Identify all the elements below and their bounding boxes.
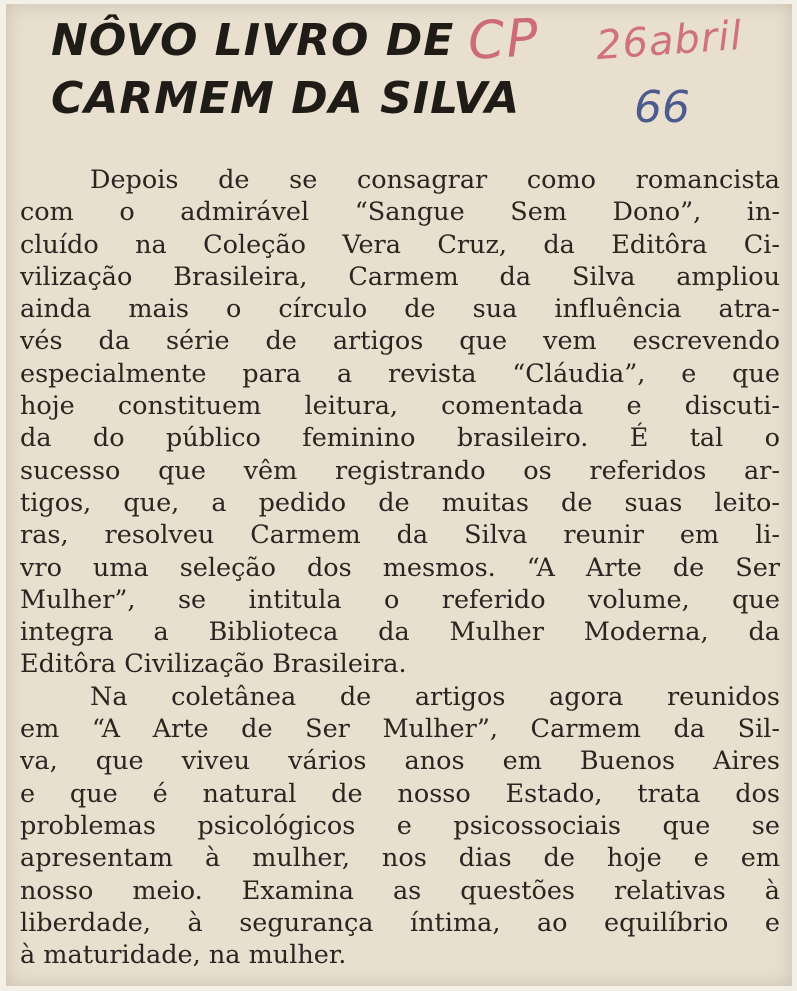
headline-line-2: CARMEM DA SILVA: [51, 73, 521, 124]
text-line: nosso meio. Examina as questões relativas à: [20, 875, 780, 906]
text-line: Na coletânea de artigos agora reunidos: [90, 681, 780, 712]
newspaper-clipping: [6, 4, 792, 986]
text-line: ainda mais o círculo de sua influência atra-: [20, 294, 780, 325]
text-line: vilização Brasileira, Carmem da Silva ampliou: [20, 261, 780, 292]
handwritten-reference: CP: [466, 8, 542, 72]
text-line: com o admirável “Sangue Sem Dono”, in-: [20, 197, 780, 228]
text-line: problemas psicológicos e psicossociais que se: [20, 810, 780, 841]
text-line: Editôra Civilização Brasileira.: [20, 649, 407, 680]
paragraph-1: [20, 164, 780, 681]
text-line: cluído na Coleção Vera Cruz, da Editôra Ci-: [20, 229, 780, 260]
text-line: apresentam à mulher, nos dias de hoje e em: [20, 843, 780, 874]
text-line: integra a Biblioteca da Mulher Moderna, da: [20, 617, 780, 648]
text-line: ras, resolveu Carmem da Silva reunir em li-: [20, 520, 780, 551]
text-line: vro uma seleção dos mesmos. “A Arte de Ser: [20, 552, 780, 583]
text-line: liberdade, à segurança íntima, ao equilíbrio e: [20, 907, 780, 938]
text-line: sucesso que vêm registrando os referidos ar-: [20, 455, 780, 486]
headline: [51, 12, 520, 128]
text-line: em “A Arte de Ser Mulher”, Carmem da Sil-: [20, 714, 780, 745]
handwritten-year: 66: [634, 82, 690, 133]
handwritten-date: 26abril: [594, 12, 744, 70]
text-line: e que é natural de nosso Estado, trata dos: [20, 778, 780, 809]
text-line: Mulher”, se intitula o referido volume, que: [20, 584, 780, 615]
text-line: va, que viveu vários anos em Buenos Aires: [20, 746, 780, 777]
paragraph-2: [20, 681, 780, 972]
text-line: hoje constituem leitura, comentada e discuti-: [20, 391, 780, 422]
text-line: vés da série de artigos que vem escrevendo: [20, 326, 780, 357]
text-line: à maturidade, na mulher.: [20, 940, 347, 971]
text-line: Depois de se consagrar como romancista: [90, 165, 780, 195]
headline-line-1: NÔVO LIVRO DE: [51, 15, 455, 66]
text-line: tigos, que, a pedido de muitas de suas leito-: [20, 487, 780, 518]
article-body: [20, 164, 780, 971]
text-line: da do público feminino brasileiro. É tal o: [20, 423, 780, 454]
text-line: especialmente para a revista “Cláudia”, e que: [20, 358, 780, 389]
